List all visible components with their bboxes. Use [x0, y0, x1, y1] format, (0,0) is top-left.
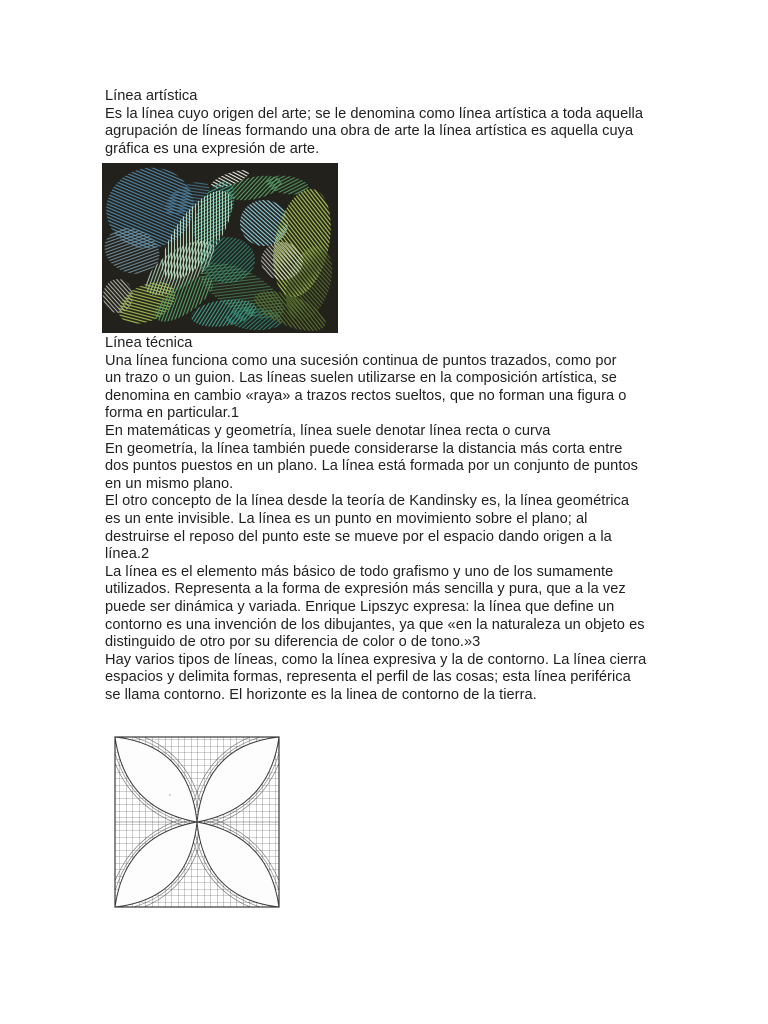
text-line: Una línea funciona como una sucesión continua de puntos trazados, como por — [105, 352, 617, 369]
text-line: línea.2 — [105, 546, 150, 563]
text-line: un trazo o un guion. Las líneas suelen utilizarse en la composición artística, se — [105, 370, 617, 387]
text-line: destruirse el reposo del punto este se mueve por el espacio dando origen a la — [105, 528, 612, 545]
text-line: La línea es el elemento más básico de todo grafismo y uno de los sumamente — [105, 563, 614, 580]
section-body-linea-tecnica — [105, 353, 646, 705]
text-line: Hay varios tipos de líneas, como la línea expresiva y la de contorno. La línea cierra — [105, 651, 647, 668]
paper-blemish-dot — [169, 794, 171, 796]
text-line: se llama contorno. El horizonte es la linea de contorno de la tierra. — [105, 686, 537, 703]
section-heading-linea-artistica: Línea artística — [105, 88, 198, 104]
abstract-line-art-image — [102, 163, 338, 333]
text-line: es un ente invisible. La línea es un punto en movimiento sobre el plano; al — [105, 510, 588, 527]
text-line: espacios y delimita formas, representa el perfil de las cosas; esta línea periférica — [105, 669, 631, 686]
section-linea-tecnica — [105, 335, 646, 704]
text-line: dos puntos puestos en un plano. La línea está formada por un conjunto de puntos — [105, 458, 638, 475]
text-line: utilizados. Representa a la forma de expresión más sencilla y pura, que a la vez — [105, 581, 626, 598]
text-line: En geometría, la línea también puede considerarse la distancia más corta entre — [105, 440, 623, 457]
text-line: El otro concepto de la línea desde la teoría de Kandinsky es, la línea geométrica — [105, 493, 630, 510]
text-line: Es la línea cuyo origen del arte; se le denomina como línea artística a toda aquella — [105, 105, 644, 122]
hatched-shapes-group — [102, 163, 338, 333]
figure-artistic-line-art — [102, 163, 338, 333]
geometric-line-drawing-image — [113, 733, 281, 911]
text-line: En matemáticas y geometría, línea suele denotar línea recta o curva — [105, 422, 551, 439]
text-line: agrupación de líneas formando una obra de arte la línea artística es aquella cuya — [105, 123, 634, 140]
text-line: en un mismo plano. — [105, 475, 234, 492]
text-line: contorno es una invención de los dibujantes, ya que «en la naturaleza un objeto es — [105, 616, 645, 633]
text-line: distinguido de otro por su diferencia de color o de tono.»3 — [105, 634, 481, 651]
section-linea-artistica — [105, 88, 643, 158]
text-line: denomina en cambio «raya» a trazos rectos sueltos, que no forman una figura o — [105, 387, 627, 404]
text-line: puede ser dinámica y variada. Enrique Lipszyc expresa: la línea que define un — [105, 598, 615, 615]
text-line: gráfica es una expresión de arte. — [105, 140, 320, 157]
section-body-linea-artistica — [105, 106, 643, 159]
figure-geometric-line-drawing — [113, 733, 281, 911]
text-line: forma en particular.1 — [105, 405, 240, 422]
section-heading-linea-tecnica: Línea técnica — [105, 335, 193, 351]
